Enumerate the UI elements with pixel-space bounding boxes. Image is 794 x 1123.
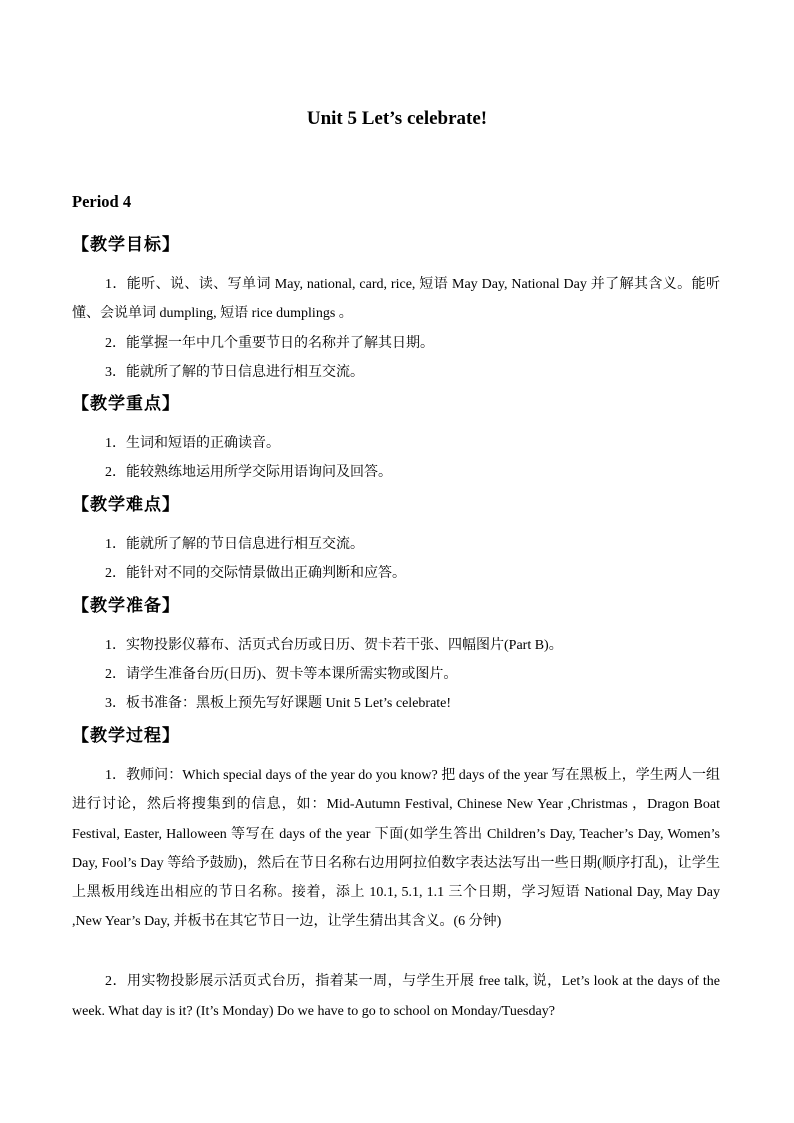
key-points-item-1: 1．生词和短语的正确读音。 — [105, 436, 280, 451]
period-label: Period 4 — [72, 192, 132, 211]
preparation-item-1: 1．实物投影仪幕布、活页式台历或日历、贺卡若干张、四幅图片(Part B)。 — [105, 638, 563, 653]
preparation-heading: 【教学准备】 — [72, 596, 180, 615]
preparation-item-3: 3．板书准备：黑板上预先写好课题 Unit 5 Let’s celebrate! — [105, 696, 452, 711]
process-paragraph-2: 2．用实物投影展示活页式台历，指着某一周，与学生开展 free talk, 说，Let’s look at the days of the week. What day is it? (It’s Monday) Do we have to go to school on Monday/Tuesday? — [72, 974, 720, 1019]
difficulties-heading: 【教学难点】 — [72, 495, 180, 514]
objectives-item-3: 3．能就所了解的节日信息进行相互交流。 — [105, 365, 364, 380]
key-points-heading: 【教学重点】 — [72, 394, 180, 413]
difficulties-item-2: 2．能针对不同的交际情景做出正确判断和应答。 — [105, 566, 406, 581]
objectives-heading: 【教学目标】 — [72, 235, 180, 254]
objectives-item-1: 1．能听、说、读、写单词 May, national, card, rice, 短语 May Day, National Day 并了解其含义。能听懂、会说单词 dumpling, 短语 rice dumplings 。 — [72, 277, 720, 321]
difficulties-item-1: 1．能就所了解的节日信息进行相互交流。 — [105, 537, 364, 552]
preparation-item-2: 2．请学生准备台历(日历)、贺卡等本课所需实物或图片。 — [105, 667, 458, 682]
process-heading: 【教学过程】 — [72, 726, 180, 745]
process-paragraph-1: 1．教师问：Which special days of the year do you know? 把 days of the year 写在黑板上，学生两人一组进行讨论，然后将搜集到的信息，如：Mid-Autumn Festival, Chinese New Year ,Christmas ，Dragon Boat Festival, Easter, Halloween 等写在 days of the year 下面(如学生答出 Children’s Day, Teacher’s Day, Women’s Day, Fool’s Day 等给予鼓励)，然后在节日名称右边用阿拉伯数字表达法写出一些日期(顺序打乱)，让学生上黑板用线连出相应的节日名称。接着，添上 10.1, 5.1, 1.1 三个日期，学习短语 National Day, May Day ,New Year’s Day, 并板书在其它节日一边，让学生猜出其含义。(6 分钟) — [72, 768, 720, 930]
key-points-item-2: 2．能较熟练地运用所学交际用语询问及回答。 — [105, 465, 392, 480]
objectives-item-2: 2．能掌握一年中几个重要节日的名称并了解其日期。 — [105, 336, 434, 351]
document-title: Unit 5 Let’s celebrate! — [306, 108, 488, 129]
